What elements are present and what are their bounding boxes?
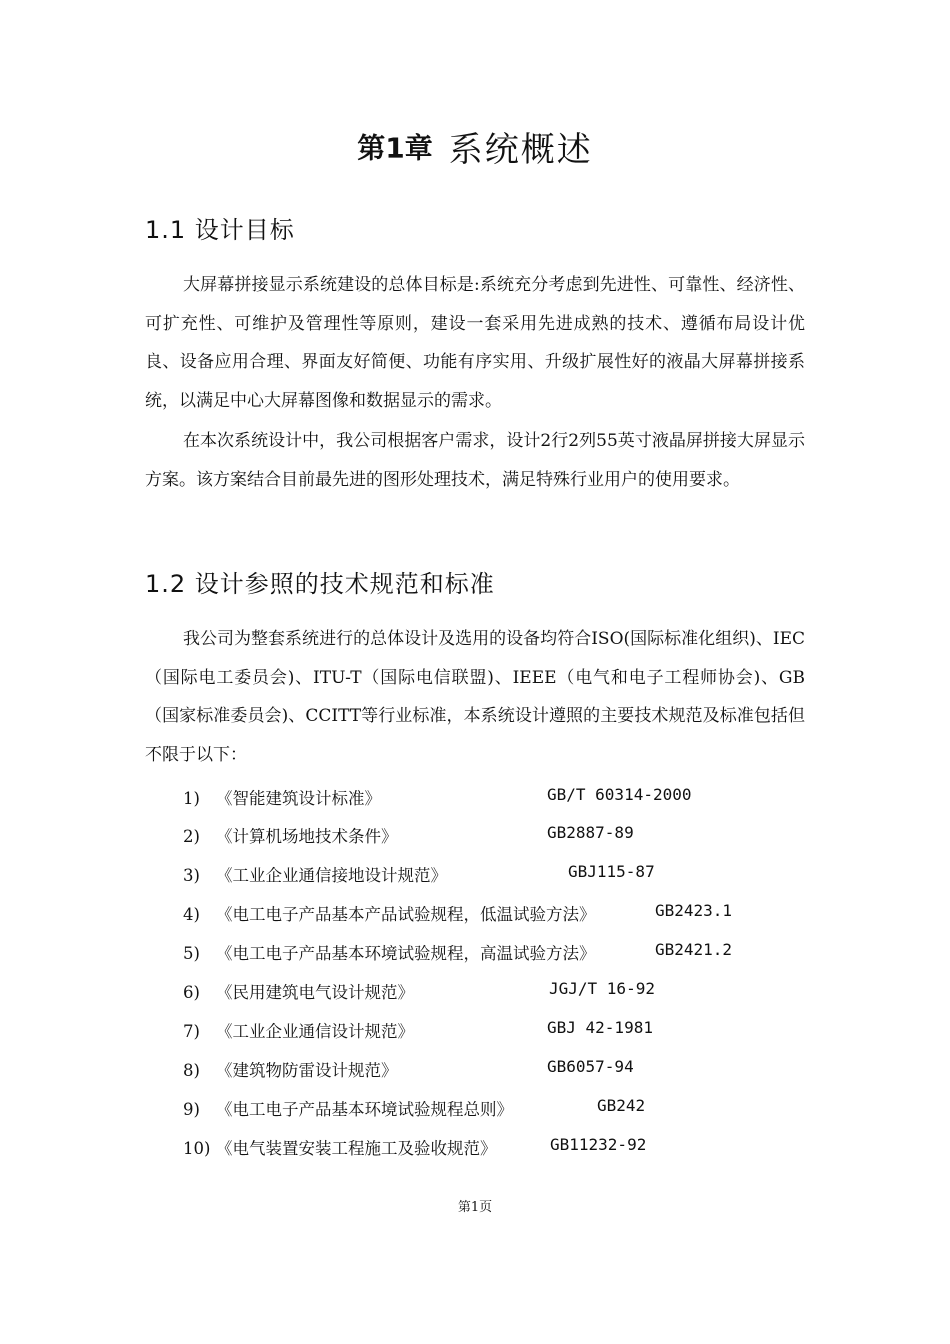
standard-item: [183, 1057, 634, 1081]
standard-name: 《电工电子产品基本环境试验规程总则》: [216, 1100, 513, 1119]
standard-name: 《工业企业通信接地设计规范》: [216, 866, 447, 885]
standard-code: GB/T 60314-2000: [547, 785, 692, 804]
standard-number: 1): [183, 789, 200, 808]
standard-number: 3): [183, 866, 200, 885]
standard-name: 《建筑物防雷设计规范》: [216, 1061, 398, 1080]
standard-code: GB2421.2: [655, 940, 733, 959]
section-heading-1-2: 1.2 设计参照的技术规范和标准: [145, 570, 495, 598]
standard-item: [183, 1135, 647, 1159]
standard-item: [183, 979, 655, 1003]
standard-item: [183, 1096, 646, 1120]
standard-name: 《电工电子产品基本环境试验规程，高温试验方法》: [216, 944, 596, 963]
section-heading-1-1: 1.1 设计目标: [145, 216, 295, 244]
standard-name: 《智能建筑设计标准》: [216, 789, 381, 808]
standard-name: 《计算机场地技术条件》: [216, 827, 398, 846]
standard-code: GB6057-94: [547, 1057, 634, 1076]
standard-code: JGJ/T 16-92: [549, 979, 655, 998]
standard-item: [183, 1018, 653, 1042]
standard-name: 《民用建筑电气设计规范》: [216, 983, 414, 1002]
chapter-title: [0, 122, 950, 171]
standard-number: 8): [183, 1061, 200, 1080]
standard-number: 9): [183, 1100, 200, 1119]
standard-name: 《电工电子产品基本产品试验规程，低温试验方法》: [216, 905, 596, 924]
standard-number: 5): [183, 944, 200, 963]
standard-item: [183, 862, 655, 886]
standard-number: 2): [183, 827, 200, 846]
standard-code: GB11232-92: [550, 1135, 647, 1154]
standard-number: 7): [183, 1022, 200, 1041]
chapter-number: 第1章: [357, 131, 433, 165]
paragraph-standards-intro: 我公司为整套系统进行的总体设计及选用的设备均符合ISO(国际标准化组织)、IEC（国际电工委员会)、ITU-T（国际电信联盟)、IEEE（电气和电子工程师协会)、GB（国家标准委员会)、CCITT等行业标准，本系统设计遵照的主要技术规范及标准包括但不限于以下：: [145, 629, 805, 765]
standard-item: [183, 940, 733, 964]
paragraph-design-goal: 大屏幕拼接显示系统建设的总体目标是:系统充分考虑到先进性、可靠性、经济性、可扩充性、可维护及管理性等原则，建设一套采用先进成熟的技术、遵循布局设计优良、设备应用合理、界面友好简便、功能有序实用、升级扩展性好的液晶大屏幕拼接系统，以满足中心大屏幕图像和数据显示的需求。: [145, 275, 805, 411]
page-number: 第1页: [457, 1200, 493, 1215]
standard-code: GBJ115-87: [568, 862, 655, 881]
standard-number: 6): [183, 983, 200, 1002]
standard-item: [183, 901, 733, 925]
standard-item: [183, 823, 634, 847]
chapter-name: 系统概述: [448, 130, 593, 170]
standard-code: GB2423.1: [655, 901, 733, 920]
standard-number: 4): [183, 905, 200, 924]
paragraph-design-plan: 在本次系统设计中，我公司根据客户需求，设计2行2列55英寸液晶屏拼接大屏显示方案。该方案结合目前最先进的图形处理技术，满足特殊行业用户的使用要求。: [145, 431, 805, 490]
standard-item: [183, 785, 692, 809]
standard-code: GB242: [597, 1096, 646, 1115]
standard-code: GBJ 42-1981: [547, 1018, 653, 1037]
standard-name: 《工业企业通信设计规范》: [216, 1022, 414, 1041]
standard-code: GB2887-89: [547, 823, 634, 842]
standard-number: 10): [183, 1139, 211, 1158]
standard-name: 《电气装置安装工程施工及验收规范》: [216, 1139, 497, 1158]
